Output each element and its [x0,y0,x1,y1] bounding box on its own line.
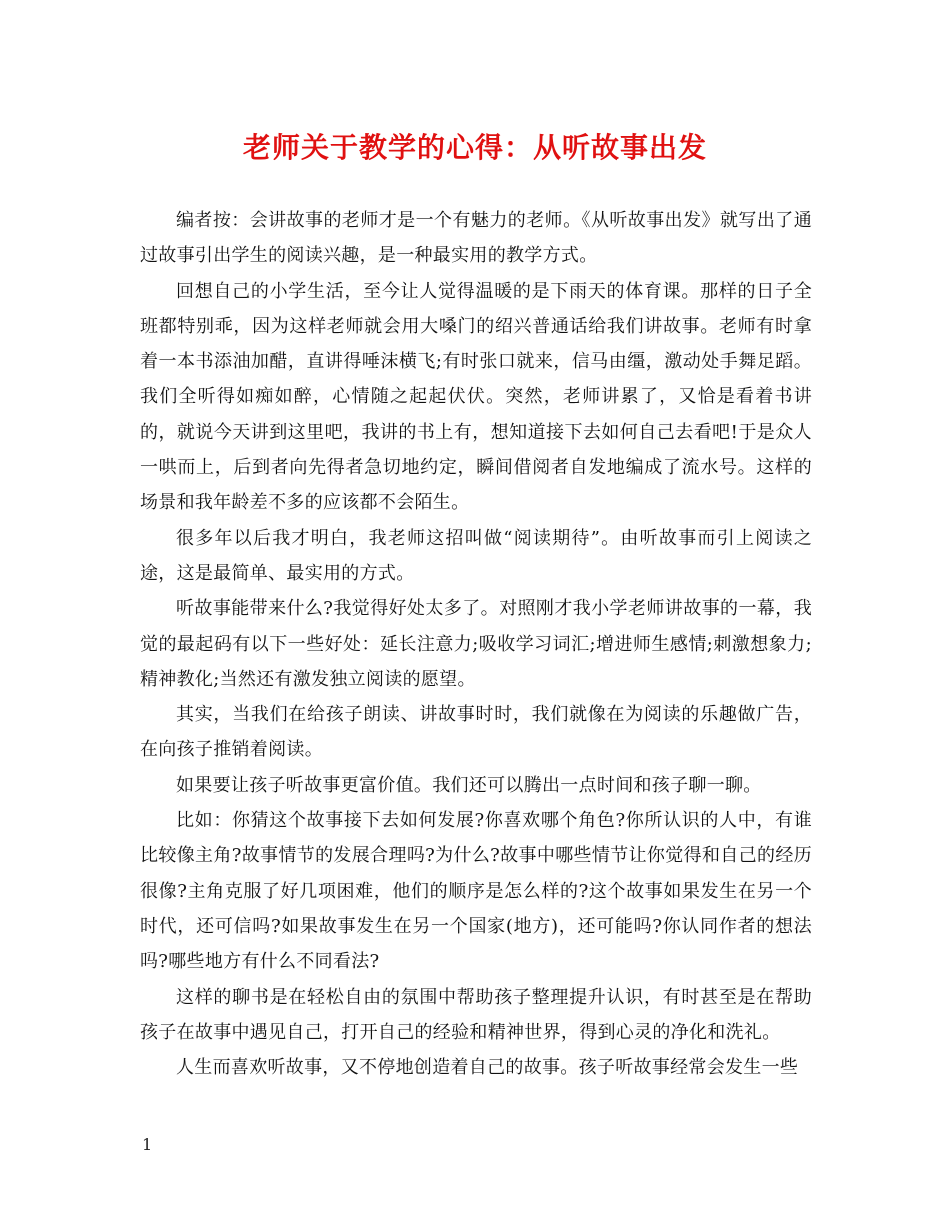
paragraph-book-talk: 这样的聊书是在轻松自由的氛围中帮助孩子整理提升认识，有时甚至是在帮助孩子在故事中遇见自己，打开自己的经验和精神世界，得到心灵的净化和洗礼。 [140,986,812,1043]
paragraph-chat-with-children: 如果要让孩子听故事更富价值。我们还可以腾出一点时间和孩子聊一聊。 [176,774,762,796]
paragraph-reading-expectation: 很多年以后我才明白，我老师这招叫做“阅读期待”。由听故事而引上阅读之途，这是最简单、最实用的方式。 [140,527,812,584]
paragraph-stories-in-life: 人生而喜欢听故事，又不停地创造着自己的故事。孩子听故事经常会发生一些 [176,1057,799,1079]
paragraph-example-questions: 比如：你猜这个故事接下去如何发展?你喜欢哪个角色?你所认识的人中，有谁比较像主角?故事情节的发展合理吗?为什么?故事中哪些情节让你觉得和自己的经历很像?主角克服了好几项困难，他们的顺序是怎么样的?这个故事如果发生在另一个时代，还可信吗?如果故事发生在另一个国家(地方)，还可能吗?你认同作者的想法吗?哪些地方有什么不同看法? [140,810,812,973]
paragraph-editor-note: 编者按：会讲故事的老师才是一个有魅力的老师。《从听故事出发》就写出了通过故事引出学生的阅读兴趣，是一种最实用的教学方式。 [140,210,812,267]
document-title: 老师关于教学的心得：从听故事出发 [242,131,707,164]
paragraph-benefits: 听故事能带来什么?我觉得好处太多了。对照刚才我小学老师讲故事的一幕，我觉的最起码有以下一些好处：延长注意力;吸收学习词汇;增进师生感情;刺激想象力;精神教化;当然还有激发独立阅读的愿望。 [140,598,812,690]
page-number: 1 [142,1135,153,1154]
paragraph-advertising-reading: 其实，当我们在给孩子朗读、讲故事时时，我们就像在为阅读的乐趣做广告，在向孩子推销着阅读。 [140,704,812,761]
paragraph-primary-school-memory: 回想自己的小学生活，至今让人觉得温暖的是下雨天的体育课。那样的日子全班都特别乖，因为这样老师就会用大嗓门的绍兴普通话给我们讲故事。老师有时拿着一本书添油加醋，直讲得唾沫横飞;有时张口就来，信马由缰，激动处手舞足蹈。我们全听得如痴如醉，心情随之起起伏伏。突然，老师讲累了，又恰是看着书讲的，就说今天讲到这里吧，我讲的书上有，想知道接下去如何自己去看吧!于是众人一哄而上，后到者向先得者急切地约定，瞬间借阅者自发地编成了流水号。这样的场景和我年龄差不多的应该都不会陌生。 [140,280,812,514]
document-body [140,203,812,1085]
